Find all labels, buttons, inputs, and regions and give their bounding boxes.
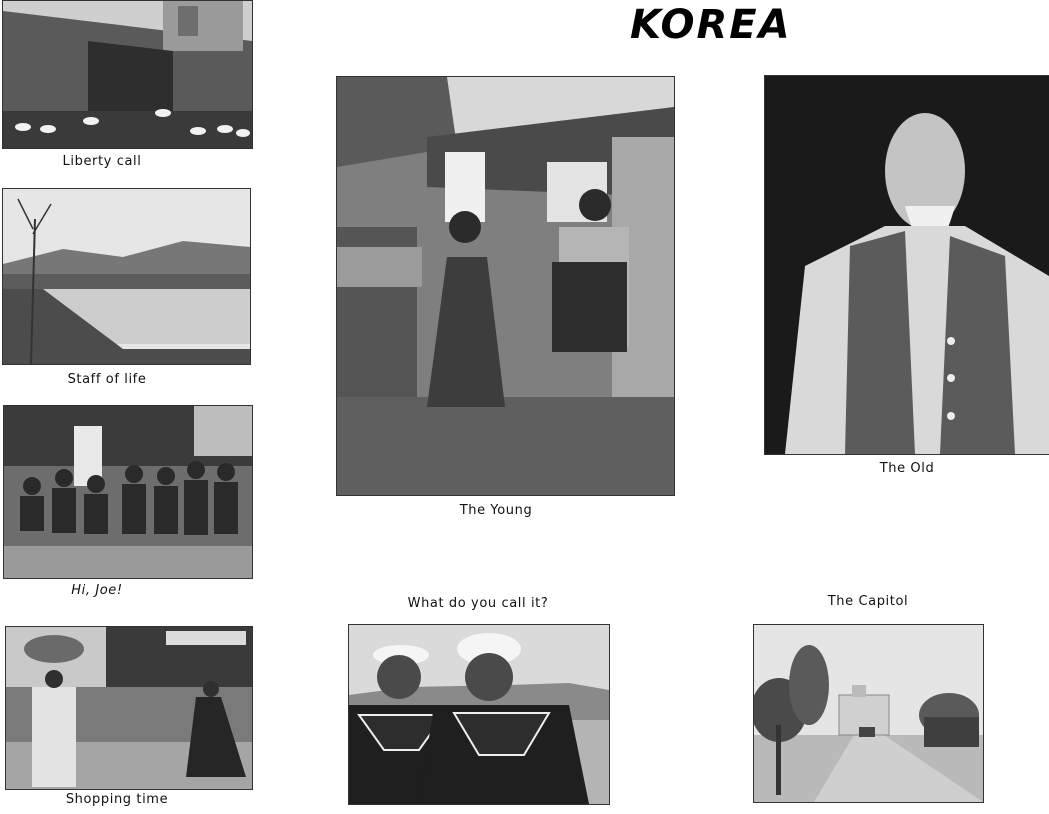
photo-the-capitol xyxy=(753,624,984,803)
page-title: KOREA xyxy=(630,2,792,48)
photo-liberty-call xyxy=(2,0,253,149)
photo-what-do-you-call-it xyxy=(348,624,610,805)
photo-hi-joe xyxy=(3,405,253,579)
caption-staff-of-life: Staff of life xyxy=(67,372,147,387)
caption-the-capitol: The Capitol xyxy=(827,594,909,609)
caption-liberty-call: Liberty call xyxy=(62,154,142,169)
caption-the-young: The Young xyxy=(459,503,533,518)
photo-the-young xyxy=(336,76,675,496)
photo-staff-of-life xyxy=(2,188,251,365)
caption-what-do-you-call-it: What do you call it? xyxy=(407,596,549,611)
caption-shopping-time: Shopping time xyxy=(65,792,169,807)
photo-the-old xyxy=(764,75,1049,455)
caption-the-old: The Old xyxy=(879,461,935,476)
photo-shopping-time xyxy=(5,626,253,790)
caption-hi-joe: Hi, Joe! xyxy=(71,583,123,598)
